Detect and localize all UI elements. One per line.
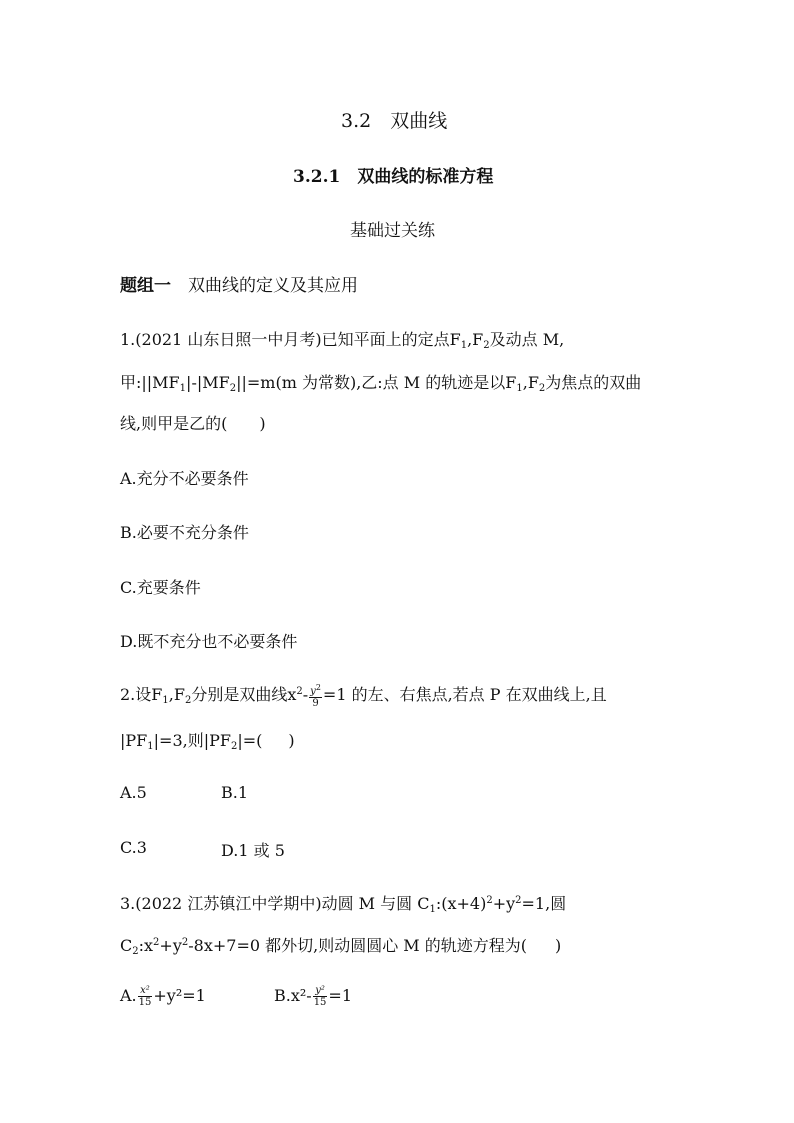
question-3-line-1: 3.(2022 江苏镇江中学期中)动圆 M 与圆 $C_1:(x+4)^2+y^2=1$,圆 [120, 894, 567, 915]
fraction-x2-over-15: $\frac{\text{x²}}{15}$ [138, 985, 152, 1008]
question-3-option-a[interactable]: A. $\frac{\text{x²}}{15}$ +y²=1 [120, 985, 206, 1008]
question-2-line-2: $|PF_1|=3$,则$|PF_2|=$( ) [120, 731, 295, 752]
question-group-heading [120, 271, 358, 296]
question-1-option-b[interactable]: B.必要不充分条件 [120, 523, 249, 542]
fraction-y2-over-9: $\frac{y^2}{9}$ [310, 683, 321, 709]
group-topic: 双曲线的定义及其应用 [188, 276, 358, 296]
question-1-line-1: 1.(2021 山东日照一中月考)已知平面上的定点$F_1,F_2$及动点 M, [120, 330, 565, 351]
question-1-option-d[interactable]: D.既不充分也不必要条件 [120, 632, 298, 651]
page-title: 3.2 双曲线 [341, 110, 448, 132]
question-2-option-c[interactable]: C.3 [120, 838, 147, 857]
question-2-option-b[interactable]: B.1 [221, 783, 249, 802]
question-2-option-d[interactable]: D.1 或 5 [221, 841, 285, 860]
question-3-option-b[interactable]: B.x²- $\frac{\text{y²}}{15}$ =1 [274, 985, 353, 1008]
question-2-option-a[interactable]: A.5 [120, 783, 147, 802]
question-2-line-1: 2.设$F_1,F_2$分别是双曲线$x^2-$ $\frac{y^2}{9}$ =1 的左、右焦点,若点 P 在双曲线上,且 [120, 683, 607, 709]
question-1-option-a[interactable]: A.充分不必要条件 [120, 469, 249, 488]
question-3-line-2: $C_2:x^2+y^2-8x+7=0$ 都外切,则动圆圆心 M 的轨迹方程为( ) [120, 936, 562, 957]
group-label: 题组一 [120, 276, 171, 296]
fraction-y2-over-15: $\frac{\text{y²}}{15}$ [313, 985, 327, 1008]
section-subtitle: 3.2.1 双曲线的标准方程 [293, 167, 494, 187]
question-1-line-3: 线,则甲是乙的( ) [120, 414, 266, 433]
question-source: (2021 山东日照一中月考) [135, 330, 322, 349]
question-1-line-2: 甲$:||MF_1|-|MF_2||=m(m$ 为常数),乙:点 M 的轨迹是以$F_1,F_2$为焦点的双曲 [120, 373, 642, 394]
question-source: (2022 江苏镇江中学期中) [135, 894, 322, 913]
question-1-option-c[interactable]: C.充要条件 [120, 578, 201, 597]
exercise-heading: 基础过关练 [350, 221, 435, 241]
